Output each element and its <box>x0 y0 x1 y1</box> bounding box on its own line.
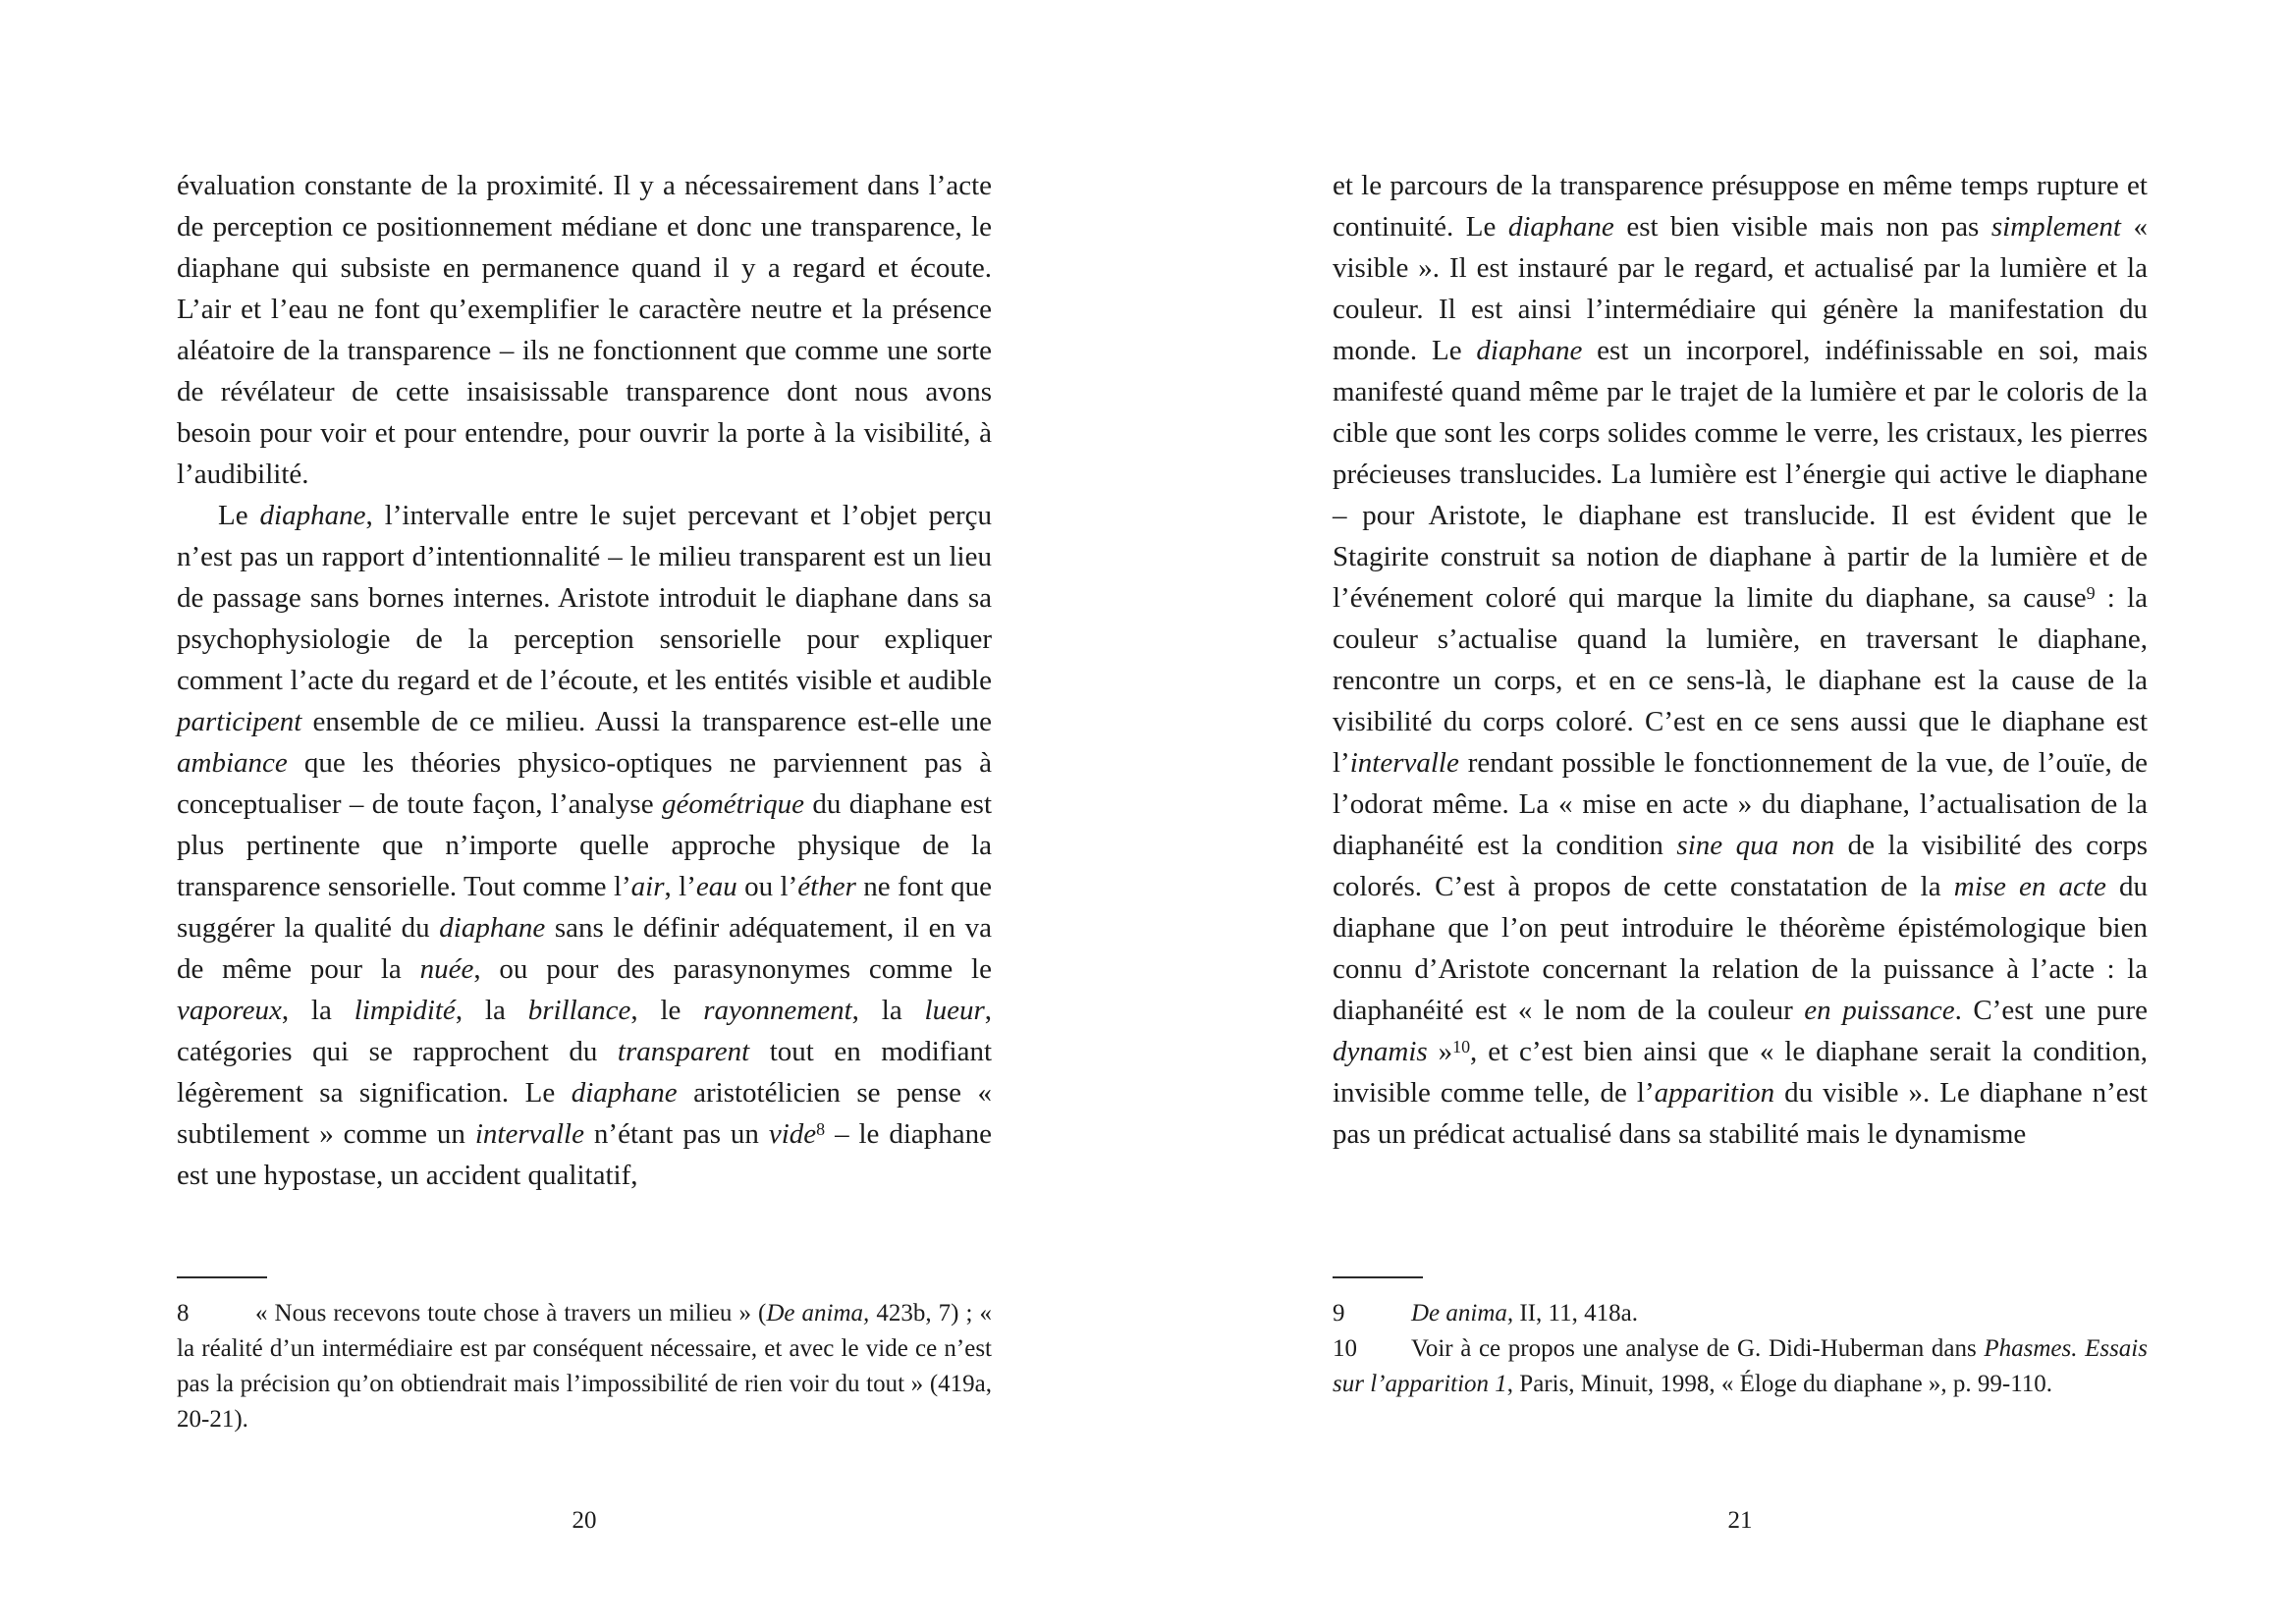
paragraph <box>1333 165 2148 1155</box>
text-run: du diaphane que l’on peut introduire le théorème épistémologique bien connu d’Aristote concernant la relation de la puissance à l’acte : la diaphanéité est « le nom de la couleur <box>1333 871 2148 1026</box>
emphasized-text: simplement <box>1990 211 2121 243</box>
text-run: – le diaphane est une hypostase, un accident qualitatif, <box>177 1118 993 1191</box>
footnote <box>177 1296 992 1437</box>
page-number-right: 21 <box>1727 1507 1753 1534</box>
emphasized-text: mise en acte <box>1953 871 2106 902</box>
emphasized-text: diaphane <box>439 912 546 944</box>
emphasized-text: limpidité <box>354 995 456 1026</box>
paragraph <box>177 495 992 1196</box>
emphasized-text: ambiance <box>177 747 288 779</box>
text-run: , Paris, Minuit, 1998, « Éloge du diaphane », p. 99-110. <box>1506 1371 2053 1397</box>
footnote-list <box>177 1296 992 1437</box>
text-run: : la couleur s’actualise quand la lumière, en traversant le diaphane, rencontre un corps, et en ce sens-là, le diaphane est la cause de la visibilité du corps coloré. C’est en ce sens aussi que le diaphane est l’ <box>1333 582 2148 779</box>
text-run: que les théories physico-optiques ne parviennent pas à conceptualiser – de toute façon, l’analyse <box>177 747 992 820</box>
emphasized-text: rayonnement <box>703 995 852 1026</box>
emphasized-text: air <box>630 871 665 902</box>
page-left-body-text <box>177 165 992 1196</box>
text-run: « Nous recevons toute chose à travers un milieu » ( <box>255 1300 767 1326</box>
text-run: évaluation constante de la proximité. Il y a nécessairement dans l’acte de perception ce positionnement médiane et donc une transparence, le diaphane qui subsiste en permanence quand il y a regard et écoute. L’air et l’eau ne font qu’exemplifier le caractère neutre et la présence aléatoire de la transparence – ils ne fonctionnent que comme une sorte de révélateur de cette insaisissable transparence dont nous avons besoin pour voir et pour entendre, pour ouvrir la porte à la visibilité, à l’audibilité. <box>177 170 992 490</box>
emphasized-text: vide <box>768 1118 817 1150</box>
paragraph <box>177 165 992 495</box>
text-run: de la visibilité des corps colorés. C’est à propos de cette constatation de la <box>1333 830 2148 902</box>
emphasized-text: apparition <box>1654 1077 1775 1109</box>
emphasized-text: nuée <box>419 953 474 985</box>
footnote-reference: 8 <box>816 1118 826 1139</box>
page-left <box>177 0 992 1624</box>
emphasized-text: intervalle <box>1349 747 1459 779</box>
emphasized-text: diaphane <box>1476 335 1583 366</box>
footnote-rule <box>1333 1276 1423 1278</box>
text-run: est bien visible mais non pas <box>1613 211 1991 243</box>
text-run: n’étant pas un <box>584 1118 769 1150</box>
text-run: , la <box>281 995 354 1026</box>
text-run: , la <box>851 995 925 1026</box>
text-run: II, 11, 418a. <box>1513 1300 1638 1326</box>
text-run: ou l’ <box>736 871 798 902</box>
text-run: , le <box>630 995 704 1026</box>
footnote-marker: 8 <box>177 1300 190 1326</box>
emphasized-text: dynamis <box>1333 1036 1428 1067</box>
text-run: . C’est une pure <box>1954 995 2148 1026</box>
text-run: Le <box>218 500 260 531</box>
emphasized-text: lueur <box>924 995 985 1026</box>
text-run: rendant possible le fonctionnement de la vue, de l’ouïe, de l’odorat même. La « mise en acte » du diaphane, l’actualisation de la diaphanéité est la condition <box>1333 747 2148 861</box>
emphasized-text: diaphane <box>1507 211 1614 243</box>
emphasized-text: vaporeux <box>177 995 282 1026</box>
emphasized-text: intervalle <box>474 1118 584 1150</box>
page-right-body-text <box>1333 165 2148 1155</box>
text-run: , ou pour des parasynonymes comme le <box>473 953 992 985</box>
text-run: Voir à ce propos une analyse de G. Didi-Huberman dans <box>1411 1335 1985 1362</box>
emphasized-text: participent <box>177 706 302 737</box>
text-run: , la <box>455 995 528 1026</box>
emphasized-text: De anima, <box>1411 1300 1514 1326</box>
text-run: aristotélicien se pense « subtilement » comme un <box>177 1077 992 1150</box>
emphasized-text: transparent <box>617 1036 750 1067</box>
emphasized-text: géométrique <box>661 788 804 820</box>
text-run: ensemble de ce milieu. Aussi la transparence est-elle une <box>301 706 992 737</box>
emphasized-text: éther <box>797 871 856 902</box>
text-run: et le parcours de la transparence présuppose en même temps rupture et continuité. Le <box>1333 170 2148 243</box>
footnote-list <box>1333 1296 2148 1402</box>
emphasized-text: Phasmes. Essais sur l’apparition 1 <box>1333 1335 2148 1397</box>
text-run: sans le définir adéquatement, il en va de même pour la <box>177 912 993 985</box>
text-run: » <box>1427 1036 1453 1067</box>
footnote-marker: 10 <box>1333 1335 1357 1362</box>
text-run: est un incorporel, indéfinissable en soi, mais manifesté quand même par le trajet de la lumière et par le coloris de la cible que sont les corps solides comme le verre, les cristaux, les pierres précieuses translucides. La lumière est l’énergie qui active le diaphane – pour Aristote, le diaphane est translucide. Il est évident que le Stagirite construit sa notion de diaphane à partir de la lumière et de l’événement coloré qui marque la limite du diaphane, sa cause <box>1333 335 2148 614</box>
text-run: ne font que suggérer la qualité du <box>177 871 993 944</box>
emphasized-text: diaphane <box>259 500 366 531</box>
emphasized-text: diaphane <box>571 1077 678 1109</box>
text-run: du visible ». Le diaphane n’est pas un prédicat actualisé dans sa stabilité mais le dynamisme <box>1333 1077 2148 1150</box>
page-right <box>1333 0 2148 1624</box>
text-run: , catégories qui se rapprochent du <box>177 995 993 1067</box>
text-run: tout en modifiant légèrement sa signification. Le <box>177 1036 992 1109</box>
footnote-reference: 10 <box>1452 1036 1471 1056</box>
footnote <box>1333 1331 2148 1402</box>
footnote-rule <box>177 1276 267 1278</box>
text-run: « visible ». Il est instauré par le regard, et actualisé par la lumière et la couleur. Il est ainsi l’intermédiaire qui génère la manifestation du monde. Le <box>1333 211 2148 366</box>
emphasized-text: brillance <box>527 995 631 1026</box>
page-right-footnotes-block <box>1333 1276 2148 1402</box>
footnote-reference: 9 <box>2086 582 2096 603</box>
text-run: 423b, 7) ; « la réalité d’un intermédiaire est par conséquent nécessaire, et avec le vide ce n’est pas la précision qu’on obtiendrait mais l’impossibilité de rien voir du tout » (419a, 20-21). <box>177 1300 992 1433</box>
emphasized-text: De anima, <box>766 1300 870 1326</box>
page-number-left: 20 <box>572 1507 597 1534</box>
text-run: , l’intervalle entre le sujet percevant et l’objet perçu n’est pas un rapport d’intentionnalité – le milieu transparent est un lieu de passage sans bornes internes. Aristote introduit le diaphane dans sa psychophysiologie de la perception sensorielle pour expliquer comment l’acte du regard et de l’écoute, et les entités visible et audible <box>177 500 992 696</box>
text-run: , et c’est bien ainsi que « le diaphane serait la condition, invisible comme telle, de l’ <box>1333 1036 2149 1109</box>
text-run: du diaphane est plus pertinente que n’importe quelle approche physique de la transparence sensorielle. Tout comme l’ <box>177 788 993 902</box>
emphasized-text: eau <box>695 871 737 902</box>
page-left-footnotes-block <box>177 1276 992 1437</box>
footnote-marker: 9 <box>1333 1300 1345 1326</box>
emphasized-text: sine qua non <box>1676 830 1835 861</box>
footnote <box>1333 1296 2148 1331</box>
text-run: , l’ <box>664 871 696 902</box>
emphasized-text: en puissance <box>1804 995 1955 1026</box>
